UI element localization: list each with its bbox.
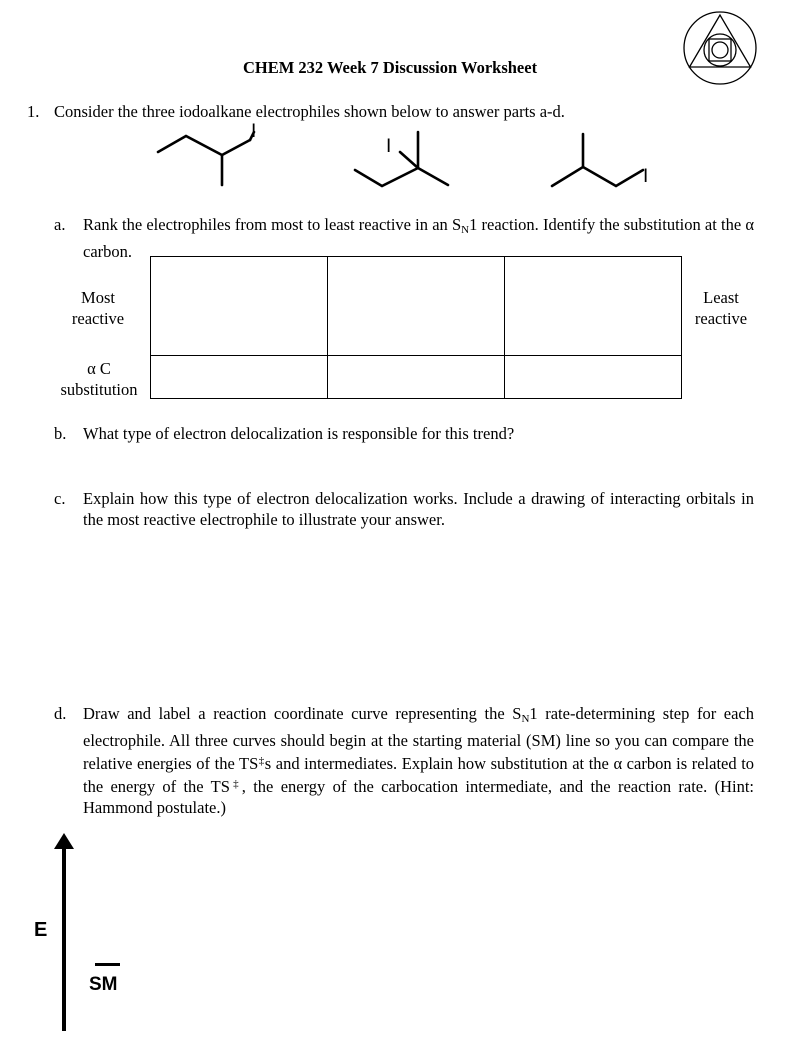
iodoalkane-structures bbox=[150, 118, 670, 193]
part-d-text-2: 1 rate-determining step for each electrophile. All three curves should begin at the starting material (SM) line so you can compare the relative energies of the TS bbox=[83, 704, 754, 773]
part-d-double-dagger-1: ‡ bbox=[258, 755, 265, 767]
molecule-3-iodine-label: I bbox=[643, 166, 649, 187]
part-c bbox=[54, 488, 754, 530]
part-b bbox=[54, 423, 754, 444]
part-a-text bbox=[83, 214, 754, 262]
substitution-cell-2[interactable] bbox=[328, 356, 505, 399]
rank-cell-1[interactable] bbox=[151, 257, 328, 356]
molecule-1-iodine-label: I bbox=[251, 121, 257, 142]
triangle-circle-square-logo-icon bbox=[682, 10, 758, 86]
least-reactive-label bbox=[684, 287, 758, 329]
part-a-text-2: 1 reaction. Identify the substitution at the α carbon. bbox=[83, 215, 754, 261]
substitution-cell-3[interactable] bbox=[505, 356, 682, 399]
part-c-text: Explain how this type of electron delocalization works. Include a drawing of interacting orbitals in the most reactive electrophile to illustrate your answer. bbox=[83, 489, 754, 529]
molecule-2-skeleton bbox=[355, 132, 448, 186]
question-1-text: Consider the three iodoalkane electrophiles shown below to answer parts a-d. bbox=[54, 102, 565, 121]
part-d-text-3: s and intermediates. Explain how substitution at the α carbon is related to the energy of the TS bbox=[83, 754, 755, 796]
part-a-subscript: N bbox=[461, 224, 470, 236]
least-line-2: reactive bbox=[694, 309, 748, 328]
part-b-label: b. bbox=[54, 424, 67, 443]
part-d-double-dagger-2: ‡ bbox=[229, 778, 242, 790]
part-d-text bbox=[83, 703, 754, 818]
part-b-text: What type of electron delocalization is responsible for this trend? bbox=[83, 424, 515, 443]
most-line-2: reactive bbox=[71, 309, 125, 328]
most-reactive-label bbox=[58, 287, 138, 329]
part-d-subscript: N bbox=[521, 713, 530, 725]
alpha-line-1: α C bbox=[87, 359, 111, 378]
part-d bbox=[54, 703, 754, 818]
sm-energy-level-line bbox=[95, 963, 120, 966]
ranking-table bbox=[150, 256, 682, 399]
alpha-substitution-label bbox=[48, 358, 150, 400]
substitution-cell-1[interactable] bbox=[151, 356, 328, 399]
part-a bbox=[54, 214, 754, 262]
question-number: 1. bbox=[27, 102, 40, 121]
part-c-label: c. bbox=[54, 489, 66, 508]
alpha-line-2: substitution bbox=[60, 380, 138, 399]
sm-label: SM bbox=[89, 974, 118, 995]
part-d-text-1: Draw and label a reaction coordinate curve representing the S bbox=[83, 704, 522, 723]
part-d-label: d. bbox=[54, 704, 67, 723]
part-d-text-4: , the energy of the carbocation intermediate, and the reaction rate. (Hint: Hammond postulate.) bbox=[83, 777, 754, 817]
molecule-1-skeleton bbox=[158, 132, 254, 185]
rank-cell-3[interactable] bbox=[505, 257, 682, 356]
rank-cell-2[interactable] bbox=[328, 257, 505, 356]
molecule-3-skeleton bbox=[552, 134, 643, 186]
least-line-1: Least bbox=[703, 288, 739, 307]
most-line-1: Most bbox=[81, 288, 115, 307]
energy-axis-label: E bbox=[34, 919, 48, 941]
molecule-2-iodine-label: I bbox=[386, 136, 392, 157]
part-a-label: a. bbox=[54, 215, 66, 234]
energy-axis bbox=[50, 830, 80, 1035]
substitution-row bbox=[151, 356, 682, 399]
ranking-row bbox=[151, 257, 682, 356]
part-a-text-1: Rank the electrophiles from most to least reactive in an S bbox=[83, 215, 462, 234]
page-title: CHEM 232 Week 7 Discussion Worksheet bbox=[242, 58, 538, 77]
